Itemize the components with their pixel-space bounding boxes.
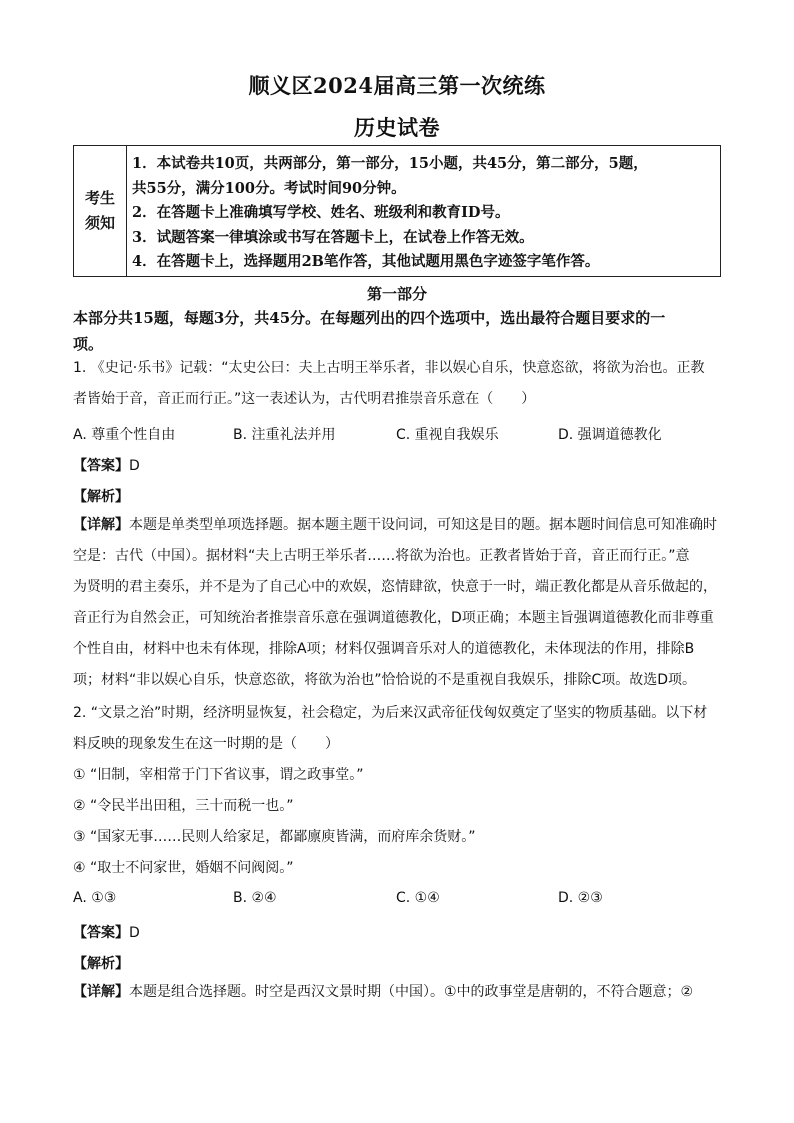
notice-line: 3．试题答案一律填涂或书写在答题卡上，在试卷上作答无效。 xyxy=(132,228,534,246)
notice-body xyxy=(132,152,717,275)
notice-label-line2: 须知 xyxy=(84,214,115,232)
question-1-analysis-tag: 【解析】 xyxy=(73,489,129,505)
question-2-stem xyxy=(73,698,723,760)
detail-text: 本题是组合选择题。时空是西汉文景时期（中国）。①中的政事堂是唐朝的，不符合题意；② xyxy=(129,984,694,1000)
option-c[interactable]: C. 重视自我娱乐 xyxy=(396,427,499,443)
option-d[interactable]: D. 强调道德教化 xyxy=(558,427,662,443)
option-a[interactable]: A. ①③ xyxy=(73,890,117,906)
detail-line: 个性自由，材料中也未有体现，排除A项；材料仅强调音乐对人的道德教化，未体现法的作用，排除B xyxy=(73,641,695,657)
option-d[interactable]: D. ②③ xyxy=(558,890,603,906)
stem-line: 者皆始于音，音正而行正。”这一表述认为，古代明君推崇音乐意在（ ） xyxy=(73,391,536,407)
material-item: ④ “取士不问家世，婚姻不问阀阅。” xyxy=(73,860,294,876)
detail-tag: 【详解】 xyxy=(73,984,129,1000)
question-1-answer xyxy=(73,455,140,475)
question-2-analysis-tag: 【解析】 xyxy=(73,956,129,972)
answer-value: D xyxy=(129,925,140,941)
instruction-line: 本部分共15题，每题3分，共45分。在每题列出的四个选项中，选出最符合题目要求的一 xyxy=(73,309,666,327)
question-2-detail xyxy=(73,977,723,1008)
notice-line: 2．在答题卡上准确填写学校、姓名、班级利和教育ID号。 xyxy=(132,204,510,221)
material-item: ③ “国家无事……民则人给家足，都鄙廪庾皆满，而府库余货财。” xyxy=(73,829,476,845)
answer-tag: 【答案】 xyxy=(73,458,129,474)
notice-label xyxy=(74,146,127,276)
question-2-answer xyxy=(73,922,140,942)
instruction-line: 项。 xyxy=(73,335,104,353)
detail-line: 项；材料“非以娱心自乐，快意恣欲，将欲为治也”恰恰说的不是重视自我娱乐，排除C项。故选D项。 xyxy=(73,672,697,688)
notice-line: 4．在答题卡上，选择题用2B笔作答，其他试题用黑色字迹签字笔作答。 xyxy=(132,253,600,270)
notice-label-line1: 考生 xyxy=(84,189,115,207)
exam-title: 顺义区2024届高三第一次统练 xyxy=(248,73,546,98)
detail-line: 为贤明的君主奏乐，并不是为了自己心中的欢娱，恣情肆欲，快意于一时，端正教化都是从音乐做起的， xyxy=(73,579,717,595)
exam-subtitle: 历史试卷 xyxy=(354,115,440,140)
stem-line: 料反映的现象发生在这一时期的是（ ） xyxy=(73,736,339,752)
notice-line: 1．本试卷共10页，共两部分，第一部分，15小题，共45分，第二部分，5题， xyxy=(132,155,648,172)
candidate-notice-box xyxy=(73,145,721,277)
detail-line xyxy=(73,977,723,1008)
option-b[interactable]: B. ②④ xyxy=(233,890,277,906)
option-b[interactable]: B. 注重礼法并用 xyxy=(233,427,336,443)
answer-tag: 【答案】 xyxy=(73,925,129,941)
detail-line: 音正行为自然会正，可知统治者推崇音乐意在强调道德教化，D项正确；本题主旨强调道德教化而非尊重 xyxy=(73,610,714,626)
notice-line: 共55分，满分100分。考试时间90分钟。 xyxy=(132,179,406,197)
question-2-items xyxy=(73,760,723,884)
question-1-options xyxy=(73,424,723,448)
option-c[interactable]: C. ①④ xyxy=(396,890,440,906)
detail-line xyxy=(73,510,723,541)
stem-line: 1. 《史记·乐书》记载：“太史公曰：夫上古明王举乐者，非以娱心自乐，快意恣欲，将欲为治也。正教 xyxy=(73,360,705,376)
detail-tag: 【详解】 xyxy=(73,517,129,533)
material-item: ① “旧制，宰相常于门下省议事，谓之政事堂。” xyxy=(73,767,364,783)
stem-line: 2. “文景之治”时期，经济明显恢复，社会稳定，为后来汉武帝征伐匈奴奠定了坚实的物质基础。以下材 xyxy=(73,705,708,721)
question-1-detail xyxy=(73,510,723,696)
question-2-options xyxy=(73,890,723,914)
material-item: ② “令民半出田租，三十而税一也。” xyxy=(73,798,294,814)
part-instructions xyxy=(73,305,723,357)
option-a[interactable]: A. 尊重个性自由 xyxy=(73,427,176,443)
detail-text: 本题是单类型单项选择题。据本题主题干设问词，可知这是目的题。据本题时间信息可知准确时 xyxy=(129,517,717,533)
detail-line: 空是：古代（中国）。据材料“夫上古明王举乐者……将欲为治也。正教者皆始于音，音正而行正。”意 xyxy=(73,548,690,564)
answer-value: D xyxy=(129,458,140,474)
question-1-stem xyxy=(73,353,723,415)
part-heading: 第一部分 xyxy=(366,285,427,303)
